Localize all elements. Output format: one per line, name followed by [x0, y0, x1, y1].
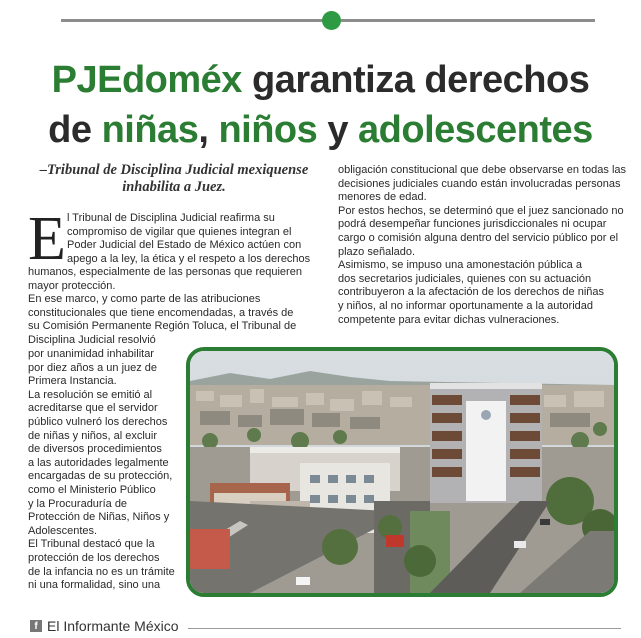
article-line: cargo o comisión alguna dentro del servicio público por el — [338, 231, 619, 244]
article-line: de diversos procedimientos — [28, 443, 162, 456]
headline-segment: y — [317, 109, 359, 151]
footer — [30, 618, 179, 634]
article-line: su Comisión Permanente Región Toluca, el Tribunal de — [28, 320, 297, 333]
article-line: dos secretarios judiciales, quienes con su actuación — [338, 272, 592, 285]
article-intro — [67, 212, 327, 266]
article-line: por diez años a un juez de — [28, 361, 158, 374]
article-line: a las autoridades legalmente — [28, 456, 169, 469]
article-line: El Tribunal destacó que la — [28, 538, 155, 551]
headline-segment: , — [198, 109, 219, 151]
top-rule-left — [61, 19, 323, 22]
article-line: mayor protección. — [28, 279, 116, 292]
footer-rule — [188, 628, 621, 629]
article-line: encargadas de su protección, — [28, 470, 173, 483]
article-line: plazo señalado. — [338, 245, 416, 258]
article-line: l Tribunal de Disciplina Judicial reafirma su — [67, 212, 275, 224]
article-line: acreditarse que el servidor — [28, 402, 158, 415]
article-line: La resolución se emitió al — [28, 388, 153, 401]
article-line: contribuyeron a la afectación de los derechos de niñas — [338, 286, 605, 299]
article-line: de niñas y niños, al excluir — [28, 429, 158, 442]
article-line: Disciplina Judicial resolvió — [28, 333, 156, 346]
article-line: competente para evitar dichas vulneraciones. — [338, 313, 560, 326]
article-body-full — [28, 266, 328, 348]
headline-segment: niños — [218, 109, 318, 151]
article-body-right — [338, 164, 628, 327]
article-line: constitucionales que tiene encomendadas, a través de — [28, 306, 294, 319]
article-line: podrá desempeñar funciones jurisdiccionales ni ocupar — [338, 218, 607, 231]
article-line: Asimismo, se impuso una amonestación pública a — [338, 259, 582, 272]
article-line: humanos, especialmente de las personas que requieren — [28, 266, 302, 278]
article-line: Poder Judicial del Estado de México actúen con — [67, 239, 302, 252]
subheadline: –Tribunal de Disciplina Judicial mexiquense inhabilita a Juez. — [39, 162, 309, 195]
headline-segment: niñas — [101, 109, 199, 151]
article-line: Primera Instancia. — [28, 375, 117, 388]
headline-segment: PJEdoméx — [51, 59, 242, 101]
headline-segment: de — [48, 109, 102, 151]
article-line: Por estos hechos, se determinó que el juez sancionado no — [338, 204, 624, 217]
article-line: protección de los derechos — [28, 551, 160, 564]
article-line: compromiso de vigilar que quienes integran el — [67, 225, 292, 238]
article-line: Protección de Niñas, Niños y — [28, 511, 170, 524]
article-line: por unanimidad inhabilitar — [28, 348, 154, 360]
footer-publication: El Informante México — [47, 618, 179, 634]
article-line: En ese marco, y como parte de las atribuciones — [28, 293, 261, 306]
facebook-icon[interactable]: f — [30, 620, 42, 632]
article-body-narrow — [28, 348, 180, 593]
article-line: apego a la ley, la ética y el respeto a los derechos — [67, 252, 311, 265]
article-line: de la infancia no es un trámite — [28, 565, 175, 578]
article-line: ni una formalidad, sino una — [28, 579, 161, 592]
city-aerial-photo — [186, 347, 618, 597]
green-dot-ornament — [322, 11, 341, 30]
headline-line-1 — [0, 56, 641, 104]
photo-illustration — [190, 351, 614, 593]
headline-segment: garantiza derechos — [241, 59, 590, 101]
article-line: como el Ministerio Público — [28, 483, 156, 496]
top-rule-right — [341, 19, 595, 22]
headline-line-2 — [0, 106, 641, 154]
article-line: y la Procuraduría de — [28, 497, 128, 510]
article-line: menores de edad. — [338, 191, 427, 204]
headline-segment: adolescentes — [358, 109, 593, 151]
article-line: y niños, al no informar oportunamente a la autoridad — [338, 299, 593, 312]
article-line: decisiones judiciales cuando están involucradas personas — [338, 177, 621, 190]
drop-cap: E — [28, 205, 66, 273]
article-line: público vulneró los derechos — [28, 415, 168, 428]
article-line: obligación constitucional que debe observarse en todas las — [338, 164, 627, 176]
article-line: Adolescentes. — [28, 524, 98, 537]
